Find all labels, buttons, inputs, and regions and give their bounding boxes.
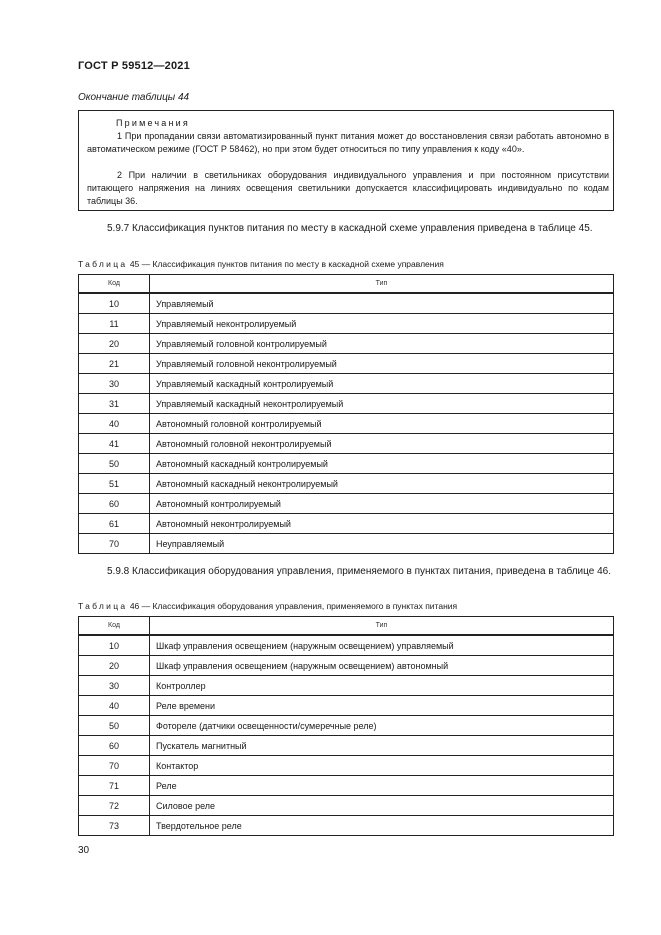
cell-code: 21 — [79, 354, 150, 374]
cell-type: Фотореле (датчики освещенности/сумеречные реле) — [150, 716, 614, 736]
cell-type: Автономный контролируемый — [150, 494, 614, 514]
notes-box — [78, 110, 614, 211]
cell-code: 20 — [79, 334, 150, 354]
document-header: ГОСТ Р 59512—2021 — [78, 60, 190, 72]
cell-type: Автономный каскадный неконтролируемый — [150, 474, 614, 494]
cell-code: 70 — [79, 534, 150, 554]
cell-type: Реле — [150, 776, 614, 796]
table-row — [79, 796, 614, 816]
table-row — [79, 434, 614, 454]
cell-code: 30 — [79, 374, 150, 394]
cell-code: 41 — [79, 434, 150, 454]
cell-type: Неуправляемый — [150, 534, 614, 554]
table-row — [79, 394, 614, 414]
table-row — [79, 354, 614, 374]
cell-type: Пускатель магнитный — [150, 736, 614, 756]
table-row — [79, 314, 614, 334]
table-caption-word: Таблица — [78, 259, 128, 269]
cell-type: Шкаф управления освещением (наружным освещением) автономный — [150, 656, 614, 676]
notes-title: Примечания — [116, 118, 190, 128]
cell-code: 61 — [79, 514, 150, 534]
table-row — [79, 676, 614, 696]
cell-code: 70 — [79, 756, 150, 776]
table-row — [79, 334, 614, 354]
table-caption-text: 45 — Классификация пунктов питания по месту в каскадной схеме управления — [129, 259, 444, 269]
column-header-type: Тип — [150, 275, 614, 294]
cell-type: Шкаф управления освещением (наружным освещением) управляемый — [150, 635, 614, 656]
cell-type: Контроллер — [150, 676, 614, 696]
cell-type: Реле времени — [150, 696, 614, 716]
cell-code: 10 — [79, 293, 150, 314]
cell-type: Управляемый головной неконтролируемый — [150, 354, 614, 374]
table-row — [79, 756, 614, 776]
table-row — [79, 474, 614, 494]
cell-type: Управляемый неконтролируемый — [150, 314, 614, 334]
cell-type: Управляемый каскадный неконтролируемый — [150, 394, 614, 414]
table-caption-word: Таблица — [78, 601, 128, 611]
cell-code: 20 — [79, 656, 150, 676]
cell-type: Твердотельное реле — [150, 816, 614, 836]
cell-code: 50 — [79, 454, 150, 474]
cell-code: 50 — [79, 716, 150, 736]
table-row — [79, 293, 614, 314]
cell-type: Автономный каскадный контролируемый — [150, 454, 614, 474]
cell-type: Автономный неконтролируемый — [150, 514, 614, 534]
cell-code: 10 — [79, 635, 150, 656]
cell-code: 30 — [79, 676, 150, 696]
cell-code: 72 — [79, 796, 150, 816]
cell-type: Автономный головной неконтролируемый — [150, 434, 614, 454]
column-header-code: Код — [79, 617, 150, 636]
table-46 — [78, 616, 614, 836]
table-row — [79, 514, 614, 534]
table-row — [79, 816, 614, 836]
table-row — [79, 374, 614, 394]
table-46-caption — [78, 601, 457, 611]
column-header-type: Тип — [150, 617, 614, 636]
table-46-body — [79, 635, 614, 836]
table-header-row — [79, 275, 614, 294]
cell-code: 71 — [79, 776, 150, 796]
note-item: 2 При наличии в светильниках оборудования индивидуального управления и при постоянном присутствии питающего напряжения на линиях освещения светильники допускается классифицировать индивидуально по кодам таблицы 36. — [87, 170, 609, 206]
table-row — [79, 776, 614, 796]
cell-code: 51 — [79, 474, 150, 494]
cell-type: Автономный головной контролируемый — [150, 414, 614, 434]
table-row — [79, 716, 614, 736]
cell-code: 11 — [79, 314, 150, 334]
table-row — [79, 494, 614, 514]
table-row — [79, 454, 614, 474]
note-item: 1 При пропадании связи автоматизированный пункт питания может до восстановления связи работать автономно в автоматическом режиме (ГОСТ Р 58462), но при этом будет относиться по типу управления к коду «40». — [87, 131, 609, 154]
cell-code: 40 — [79, 414, 150, 434]
table-caption-text: 46 — Классификация оборудования управления, применяемого в пунктах питания — [129, 601, 458, 611]
page-number: 30 — [78, 845, 90, 856]
cell-code: 40 — [79, 696, 150, 716]
cell-type: Контактор — [150, 756, 614, 776]
cell-code: 60 — [79, 736, 150, 756]
table-row — [79, 534, 614, 554]
table-45-caption — [78, 259, 444, 269]
table-header-row — [79, 617, 614, 636]
section-paragraph-5-9-7: 5.9.7 Классификация пунктов питания по месту в каскадной схеме управления приведена в таблице 45. — [107, 223, 593, 234]
column-header-code: Код — [79, 275, 150, 294]
cell-type: Управляемый каскадный контролируемый — [150, 374, 614, 394]
cell-code: 60 — [79, 494, 150, 514]
table-45-body — [79, 293, 614, 554]
table-row — [79, 656, 614, 676]
section-paragraph-5-9-8: 5.9.8 Классификация оборудования управления, применяемого в пунктах питания, приведена в таблице 46. — [107, 566, 612, 577]
table-row — [79, 696, 614, 716]
cell-code: 31 — [79, 394, 150, 414]
cell-type: Управляемый — [150, 293, 614, 314]
cell-type: Силовое реле — [150, 796, 614, 816]
table-continuation-label: Окончание таблицы 44 — [78, 92, 190, 103]
cell-type: Управляемый головной контролируемый — [150, 334, 614, 354]
table-row — [79, 635, 614, 656]
table-45 — [78, 274, 614, 554]
table-row — [79, 736, 614, 756]
table-row — [79, 414, 614, 434]
cell-code: 73 — [79, 816, 150, 836]
